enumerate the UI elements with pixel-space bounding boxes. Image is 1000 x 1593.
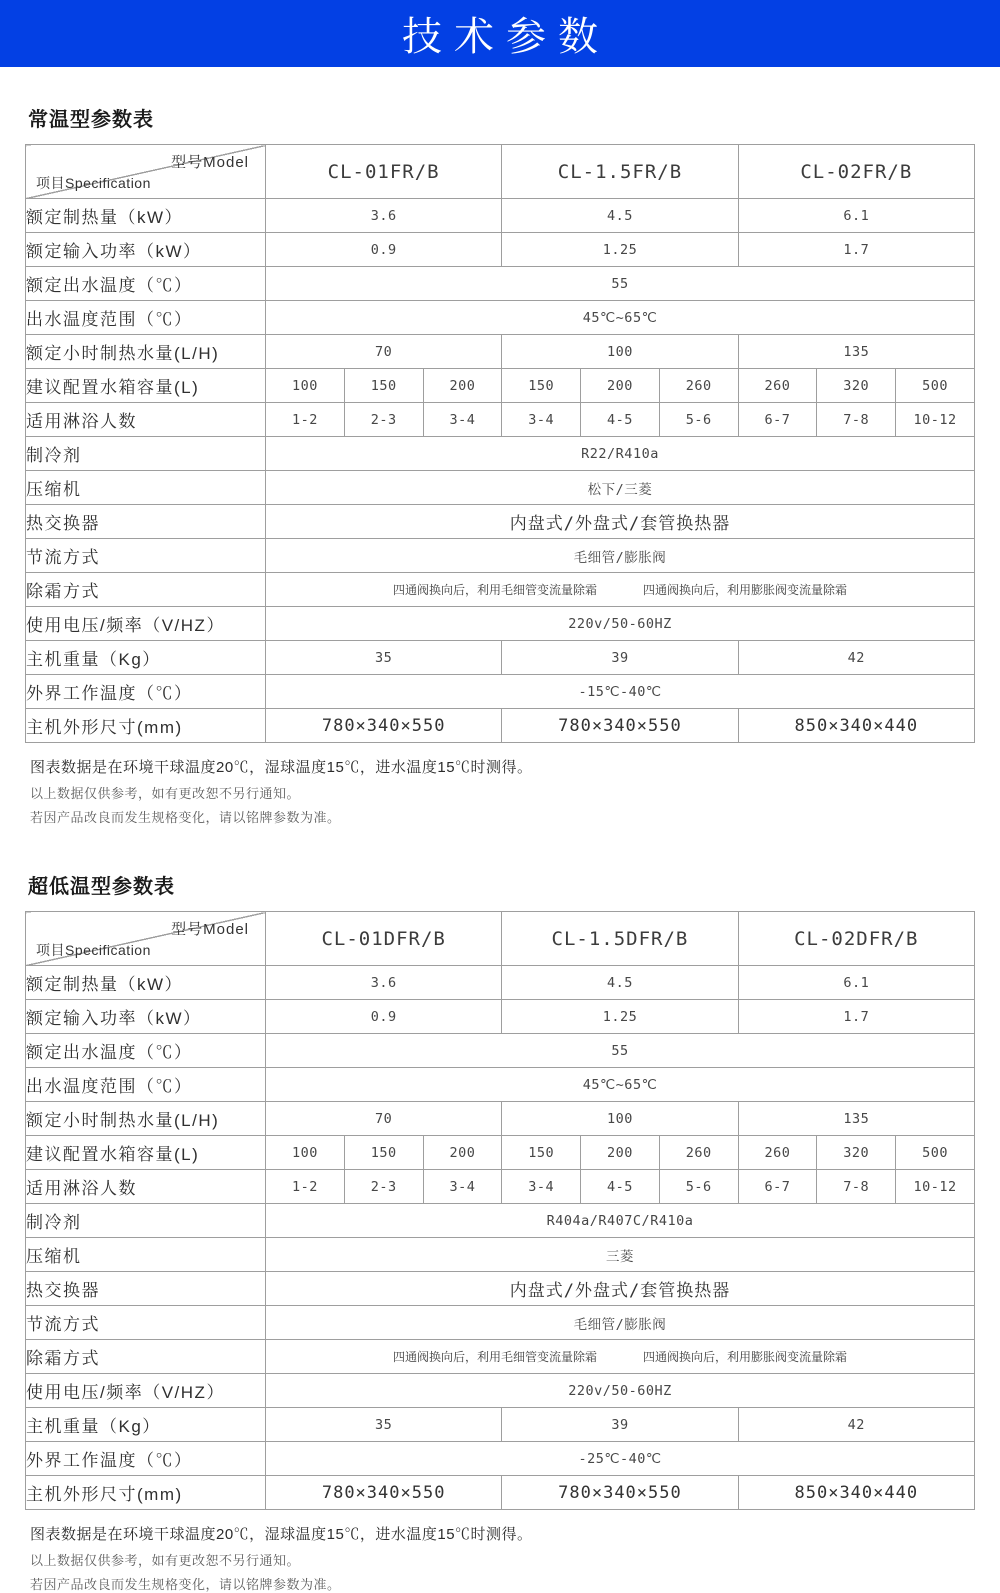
value-cell: 3-4: [423, 1170, 502, 1204]
value-cell: 200: [581, 369, 660, 403]
note-test-conditions: 图表数据是在环境干球温度20℃，湿球温度15℃，进水温度15℃时测得。: [30, 1526, 533, 1543]
value-cell: 2-3: [344, 1170, 423, 1204]
row-label-cell: 压缩机: [26, 471, 266, 505]
value-cell: 220v/50-60HZ: [266, 1374, 975, 1408]
value-cell: 内盘式/外盘式/套管换热器: [266, 1272, 975, 1306]
spec-row: [26, 709, 975, 743]
value-cell: 6-7: [738, 403, 817, 437]
value-cell: 150: [502, 1136, 581, 1170]
row-label-cell: 额定出水温度（℃）: [26, 1034, 266, 1068]
spec-row: [26, 369, 975, 403]
notes-ultra-low: [30, 1523, 1000, 1593]
value-cell: 260: [659, 369, 738, 403]
spec-row: [26, 335, 975, 369]
row-label-cell: 出水温度范围（℃）: [26, 301, 266, 335]
spec-row: [26, 966, 975, 1000]
value-cell: 55: [266, 267, 975, 301]
spec-row: [26, 437, 975, 471]
value-cell: 三菱: [266, 1238, 975, 1272]
value-cell: 260: [659, 1136, 738, 1170]
row-label-cell: 外界工作温度（℃）: [26, 1442, 266, 1476]
value-cell: 35: [266, 1408, 502, 1442]
value-cell: 850×340×440: [738, 1476, 974, 1510]
page-title: 技术参数: [402, 15, 610, 59]
value-cell: 200: [581, 1136, 660, 1170]
value-cell: 850×340×440: [738, 709, 974, 743]
table-heading-normal: 常温型参数表: [28, 109, 154, 131]
table-header-row: [26, 145, 975, 199]
row-label-cell: 除霜方式: [26, 1340, 266, 1374]
note-nameplate: 若因产品改良而发生规格变化，请以铭牌参数为准。: [30, 1577, 341, 1592]
value-cell: 1.7: [738, 1000, 974, 1034]
value-cell: 39: [502, 641, 738, 675]
row-label-cell: 建议配置水箱容量(L): [26, 369, 266, 403]
value-cell: R22/R410a: [266, 437, 975, 471]
value-cell: 220v/50-60HZ: [266, 607, 975, 641]
row-label-cell: 额定输入功率（kW）: [26, 233, 266, 267]
value-cell: 100: [266, 369, 345, 403]
value-cell: 3-4: [502, 1170, 581, 1204]
value-cell: 1.7: [738, 233, 974, 267]
value-cell: 3.6: [266, 199, 502, 233]
row-label-cell: 出水温度范围（℃）: [26, 1068, 266, 1102]
defrost-method-text: 四通阀换向后，利用毛细管变流量除霜: [392, 1350, 597, 1364]
spec-row: [26, 1272, 975, 1306]
value-cell: 260: [738, 369, 817, 403]
value-cell: 200: [423, 1136, 502, 1170]
value-cell: 35: [266, 641, 502, 675]
corner-model-label: 型号Model: [171, 154, 249, 171]
spec-row: [26, 1408, 975, 1442]
table-header-row: [26, 912, 975, 966]
section-normal-temp: [0, 103, 1000, 826]
row-label-cell: 额定小时制热水量(L/H): [26, 335, 266, 369]
note-reference-only: 以上数据仅供参考，如有更改恕不另行通知。: [30, 1553, 301, 1568]
spec-row: [26, 641, 975, 675]
value-cell: 7-8: [817, 403, 896, 437]
model-header-cell: CL-02FR/B: [738, 145, 974, 199]
row-label-cell: 主机外形尺寸(mm): [26, 709, 266, 743]
spec-row: [26, 1374, 975, 1408]
value-cell: 70: [266, 335, 502, 369]
value-cell: -15℃-40℃: [266, 675, 975, 709]
row-label-cell: 额定输入功率（kW）: [26, 1000, 266, 1034]
corner-spec-label: 项目Specification: [36, 942, 151, 958]
value-cell: 320: [817, 1136, 896, 1170]
value-cell: 45℃~65℃: [266, 1068, 975, 1102]
defrost-method-text: 四通阀换向后，利用膨胀阀变流量除霜: [643, 583, 848, 597]
spec-row: [26, 267, 975, 301]
row-label-cell: 额定制热量（kW）: [26, 199, 266, 233]
defrost-method-text: 四通阀换向后，利用毛细管变流量除霜: [392, 583, 597, 597]
row-label-cell: 建议配置水箱容量(L): [26, 1136, 266, 1170]
value-cell: 55: [266, 1034, 975, 1068]
value-cell: 135: [738, 1102, 974, 1136]
value-cell: 0.9: [266, 1000, 502, 1034]
value-cell: 2-3: [344, 403, 423, 437]
value-cell: 3-4: [502, 403, 581, 437]
value-cell: 45℃~65℃: [266, 301, 975, 335]
row-label-cell: 压缩机: [26, 1238, 266, 1272]
value-cell: 毛细管/膨胀阀: [266, 1306, 975, 1340]
value-cell: 3-4: [423, 403, 502, 437]
value-cell: -25℃-40℃: [266, 1442, 975, 1476]
spec-row: [26, 505, 975, 539]
row-label-cell: 主机重量（Kg）: [26, 1408, 266, 1442]
value-cell: 4-5: [581, 403, 660, 437]
note-reference-only: 以上数据仅供参考，如有更改恕不另行通知。: [30, 786, 301, 801]
spec-row: [26, 233, 975, 267]
value-cell: 320: [817, 369, 896, 403]
value-cell: R404a/R407C/R410a: [266, 1204, 975, 1238]
spec-row: [26, 607, 975, 641]
value-cell: 7-8: [817, 1170, 896, 1204]
row-label-cell: 额定小时制热水量(L/H): [26, 1102, 266, 1136]
model-header-cell: CL-01FR/B: [266, 145, 502, 199]
spec-row: [26, 301, 975, 335]
spec-row: [26, 1442, 975, 1476]
row-label-cell: 制冷剂: [26, 1204, 266, 1238]
spec-row: [26, 675, 975, 709]
row-label-cell: 额定出水温度（℃）: [26, 267, 266, 301]
value-cell: [266, 1340, 975, 1374]
spec-row: [26, 1170, 975, 1204]
value-cell: 100: [502, 1102, 738, 1136]
value-cell: 4.5: [502, 966, 738, 1000]
value-cell: 1.25: [502, 233, 738, 267]
model-header-cell: CL-01DFR/B: [266, 912, 502, 966]
row-label-cell: 适用淋浴人数: [26, 403, 266, 437]
value-cell: 100: [266, 1136, 345, 1170]
model-header-cell: CL-1.5DFR/B: [502, 912, 738, 966]
model-header-cell: CL-1.5FR/B: [502, 145, 738, 199]
spec-row: [26, 1136, 975, 1170]
value-cell: 100: [502, 335, 738, 369]
value-cell: 内盘式/外盘式/套管换热器: [266, 505, 975, 539]
value-cell: 150: [344, 369, 423, 403]
value-cell: 260: [738, 1136, 817, 1170]
spec-row: [26, 199, 975, 233]
corner-cell: [26, 912, 266, 966]
value-cell: 780×340×550: [266, 709, 502, 743]
spec-row: [26, 1306, 975, 1340]
value-cell: 4-5: [581, 1170, 660, 1204]
spec-row: [26, 1000, 975, 1034]
value-cell: 10-12: [896, 403, 975, 437]
row-label-cell: 主机外形尺寸(mm): [26, 1476, 266, 1510]
spec-table-normal: [25, 144, 975, 743]
value-cell: 松下/三菱: [266, 471, 975, 505]
value-cell: 780×340×550: [266, 1476, 502, 1510]
value-cell: 42: [738, 641, 974, 675]
value-cell: [266, 573, 975, 607]
spec-row: [26, 403, 975, 437]
value-cell: 780×340×550: [502, 709, 738, 743]
title-banner: [0, 0, 1000, 67]
spec-row: [26, 573, 975, 607]
value-cell: 1-2: [266, 1170, 345, 1204]
note-nameplate: 若因产品改良而发生规格变化，请以铭牌参数为准。: [30, 810, 341, 825]
value-cell: 5-6: [659, 1170, 738, 1204]
row-label-cell: 适用淋浴人数: [26, 1170, 266, 1204]
value-cell: 0.9: [266, 233, 502, 267]
spec-row: [26, 539, 975, 573]
corner-model-label: 型号Model: [171, 921, 249, 938]
spec-row: [26, 1034, 975, 1068]
value-cell: 6-7: [738, 1170, 817, 1204]
note-test-conditions: 图表数据是在环境干球温度20℃，湿球温度15℃，进水温度15℃时测得。: [30, 759, 533, 776]
value-cell: 4.5: [502, 199, 738, 233]
model-header-cell: CL-02DFR/B: [738, 912, 974, 966]
value-cell: 5-6: [659, 403, 738, 437]
table-heading-ultra-low: 超低温型参数表: [28, 876, 175, 898]
notes-normal: [30, 756, 1000, 826]
value-cell: 3.6: [266, 966, 502, 1000]
corner-cell: [26, 145, 266, 199]
row-label-cell: 主机重量（Kg）: [26, 641, 266, 675]
spec-row: [26, 1476, 975, 1510]
corner-spec-label: 项目Specification: [36, 175, 151, 191]
spec-row: [26, 1340, 975, 1374]
value-cell: 39: [502, 1408, 738, 1442]
value-cell: 780×340×550: [502, 1476, 738, 1510]
row-label-cell: 节流方式: [26, 539, 266, 573]
value-cell: 毛细管/膨胀阀: [266, 539, 975, 573]
row-label-cell: 热交换器: [26, 505, 266, 539]
spec-row: [26, 1204, 975, 1238]
spec-row: [26, 471, 975, 505]
row-label-cell: 使用电压/频率（V/HZ）: [26, 1374, 266, 1408]
row-label-cell: 节流方式: [26, 1306, 266, 1340]
row-label-cell: 外界工作温度（℃）: [26, 675, 266, 709]
row-label-cell: 除霜方式: [26, 573, 266, 607]
value-cell: 500: [896, 369, 975, 403]
defrost-method-text: 四通阀换向后，利用膨胀阀变流量除霜: [643, 1350, 848, 1364]
spec-table-ultra-low: [25, 911, 975, 1510]
value-cell: 6.1: [738, 966, 974, 1000]
row-label-cell: 热交换器: [26, 1272, 266, 1306]
value-cell: 1-2: [266, 403, 345, 437]
value-cell: 70: [266, 1102, 502, 1136]
section-ultra-low-temp: [0, 870, 1000, 1593]
value-cell: 135: [738, 335, 974, 369]
row-label-cell: 制冷剂: [26, 437, 266, 471]
spec-row: [26, 1238, 975, 1272]
value-cell: 150: [502, 369, 581, 403]
value-cell: 1.25: [502, 1000, 738, 1034]
spec-row: [26, 1102, 975, 1136]
value-cell: 200: [423, 369, 502, 403]
row-label-cell: 额定制热量（kW）: [26, 966, 266, 1000]
value-cell: 10-12: [896, 1170, 975, 1204]
spec-row: [26, 1068, 975, 1102]
row-label-cell: 使用电压/频率（V/HZ）: [26, 607, 266, 641]
value-cell: 150: [344, 1136, 423, 1170]
value-cell: 42: [738, 1408, 974, 1442]
value-cell: 500: [896, 1136, 975, 1170]
value-cell: 6.1: [738, 199, 974, 233]
